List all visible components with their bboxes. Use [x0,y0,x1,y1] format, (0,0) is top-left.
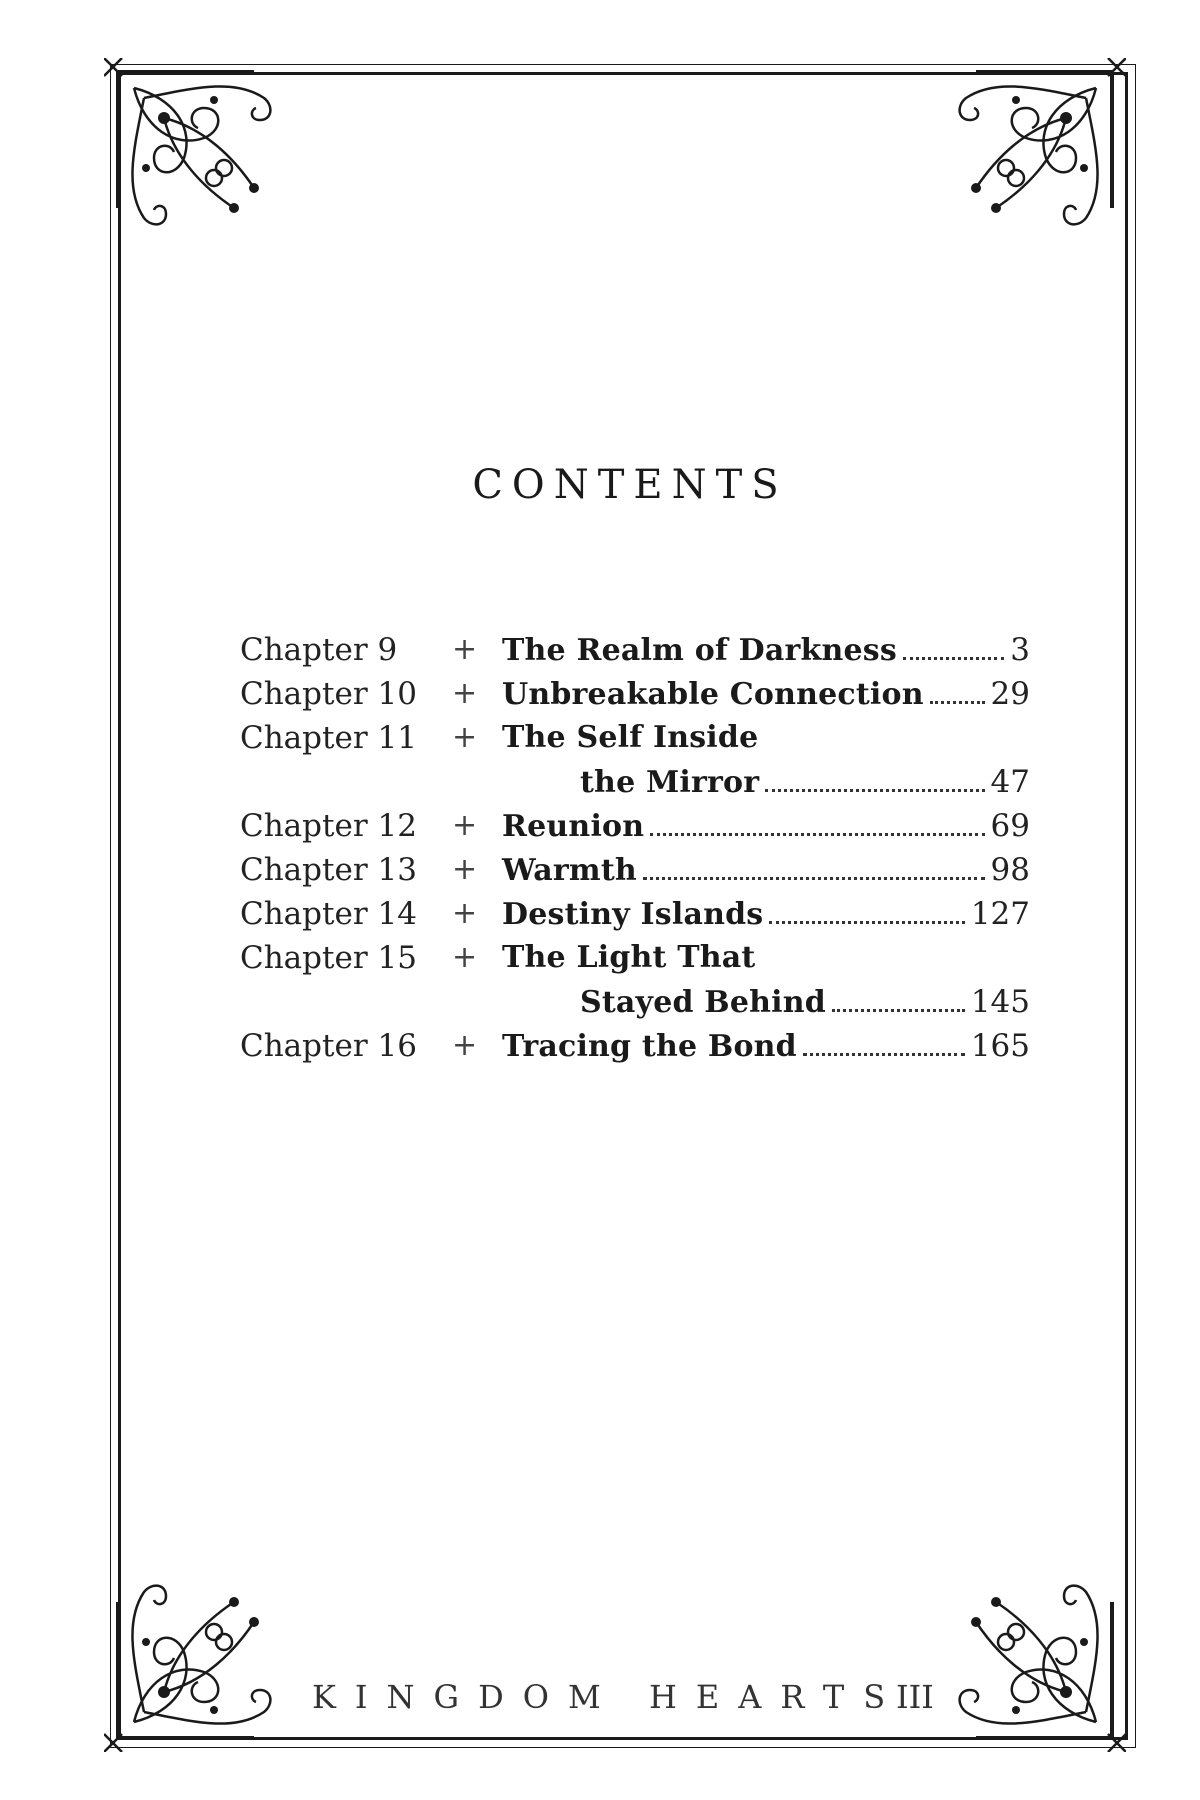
chapter-number: Chapter 16 [240,1028,417,1064]
chapter-number: Chapter 12 [240,808,417,844]
page-number: 127 [970,896,1030,932]
toc-row-chapter-15-continued[interactable] [240,980,1030,1024]
chapter-title: Warmth [502,853,637,888]
chapter-number: Chapter 9 [240,632,398,668]
toc-entry [580,760,1030,805]
corner-ornament-bottom-left [104,1562,294,1752]
toc-row-chapter-12[interactable] [240,804,1030,848]
separator-cross-icon: + [452,940,478,975]
separator-cross-icon: + [452,720,478,755]
dot-leader [765,788,984,792]
chapter-number: Chapter 11 [240,720,417,756]
dot-leader [903,656,1004,660]
toc-entry [502,936,1030,980]
dot-leader [643,876,985,880]
corner-ornament-top-right [936,58,1126,248]
footer-series-numeral: III [896,1678,934,1716]
separator-cross-icon: + [452,808,478,843]
separator-cross-icon: + [452,852,478,887]
separator-cross-icon: + [452,1028,478,1063]
separator-cross-icon: + [452,632,478,667]
toc-row-chapter-10[interactable] [240,672,1030,716]
footer-series-title: KINGDOM HEARTS [312,1678,905,1716]
chapter-title: The Self Inside [502,720,759,755]
page-number: 69 [990,808,1030,844]
toc-entry [502,804,1030,849]
chapter-title: Unbreakable Connection [502,677,924,712]
table-of-contents [240,628,1030,1068]
dot-leader [930,700,985,704]
toc-entry [580,980,1030,1025]
separator-cross-icon: + [452,676,478,711]
toc-entry [502,628,1030,673]
toc-entry [502,1024,1030,1069]
toc-row-chapter-9[interactable] [240,628,1030,672]
toc-row-chapter-11[interactable] [240,716,1030,760]
dot-leader [650,832,984,836]
chapter-title: Reunion [502,809,645,844]
chapter-title: Destiny Islands [502,897,764,932]
chapter-title: The Realm of Darkness [502,633,897,668]
toc-entry [502,716,1030,760]
dot-leader [832,1008,965,1012]
dot-leader [769,920,964,924]
toc-entry [502,892,1030,937]
toc-row-chapter-15[interactable] [240,936,1030,980]
toc-row-chapter-14[interactable] [240,892,1030,936]
chapter-number: Chapter 14 [240,896,417,932]
page-number: 3 [1010,632,1030,668]
toc-entry [502,672,1030,717]
page-number: 98 [990,852,1030,888]
chapter-title-continued: Stayed Behind [580,985,826,1020]
page-number: 145 [970,984,1030,1020]
corner-ornament-bottom-right [936,1562,1126,1752]
corner-ornament-top-left [104,58,294,248]
toc-row-chapter-11-continued[interactable] [240,760,1030,804]
toc-row-chapter-16[interactable] [240,1024,1030,1068]
page-number: 47 [990,764,1030,800]
page-number: 29 [990,676,1030,712]
page-title: CONTENTS [472,462,788,508]
separator-cross-icon: + [452,896,478,931]
toc-entry [502,848,1030,893]
chapter-number: Chapter 13 [240,852,417,888]
page-number: 165 [970,1028,1030,1064]
chapter-number: Chapter 10 [240,676,417,712]
chapter-title: The Light That [502,940,756,975]
dot-leader [803,1052,965,1056]
chapter-number: Chapter 15 [240,940,417,976]
chapter-title: Tracing the Bond [502,1029,797,1064]
toc-row-chapter-13[interactable] [240,848,1030,892]
chapter-title-continued: the Mirror [580,765,760,800]
